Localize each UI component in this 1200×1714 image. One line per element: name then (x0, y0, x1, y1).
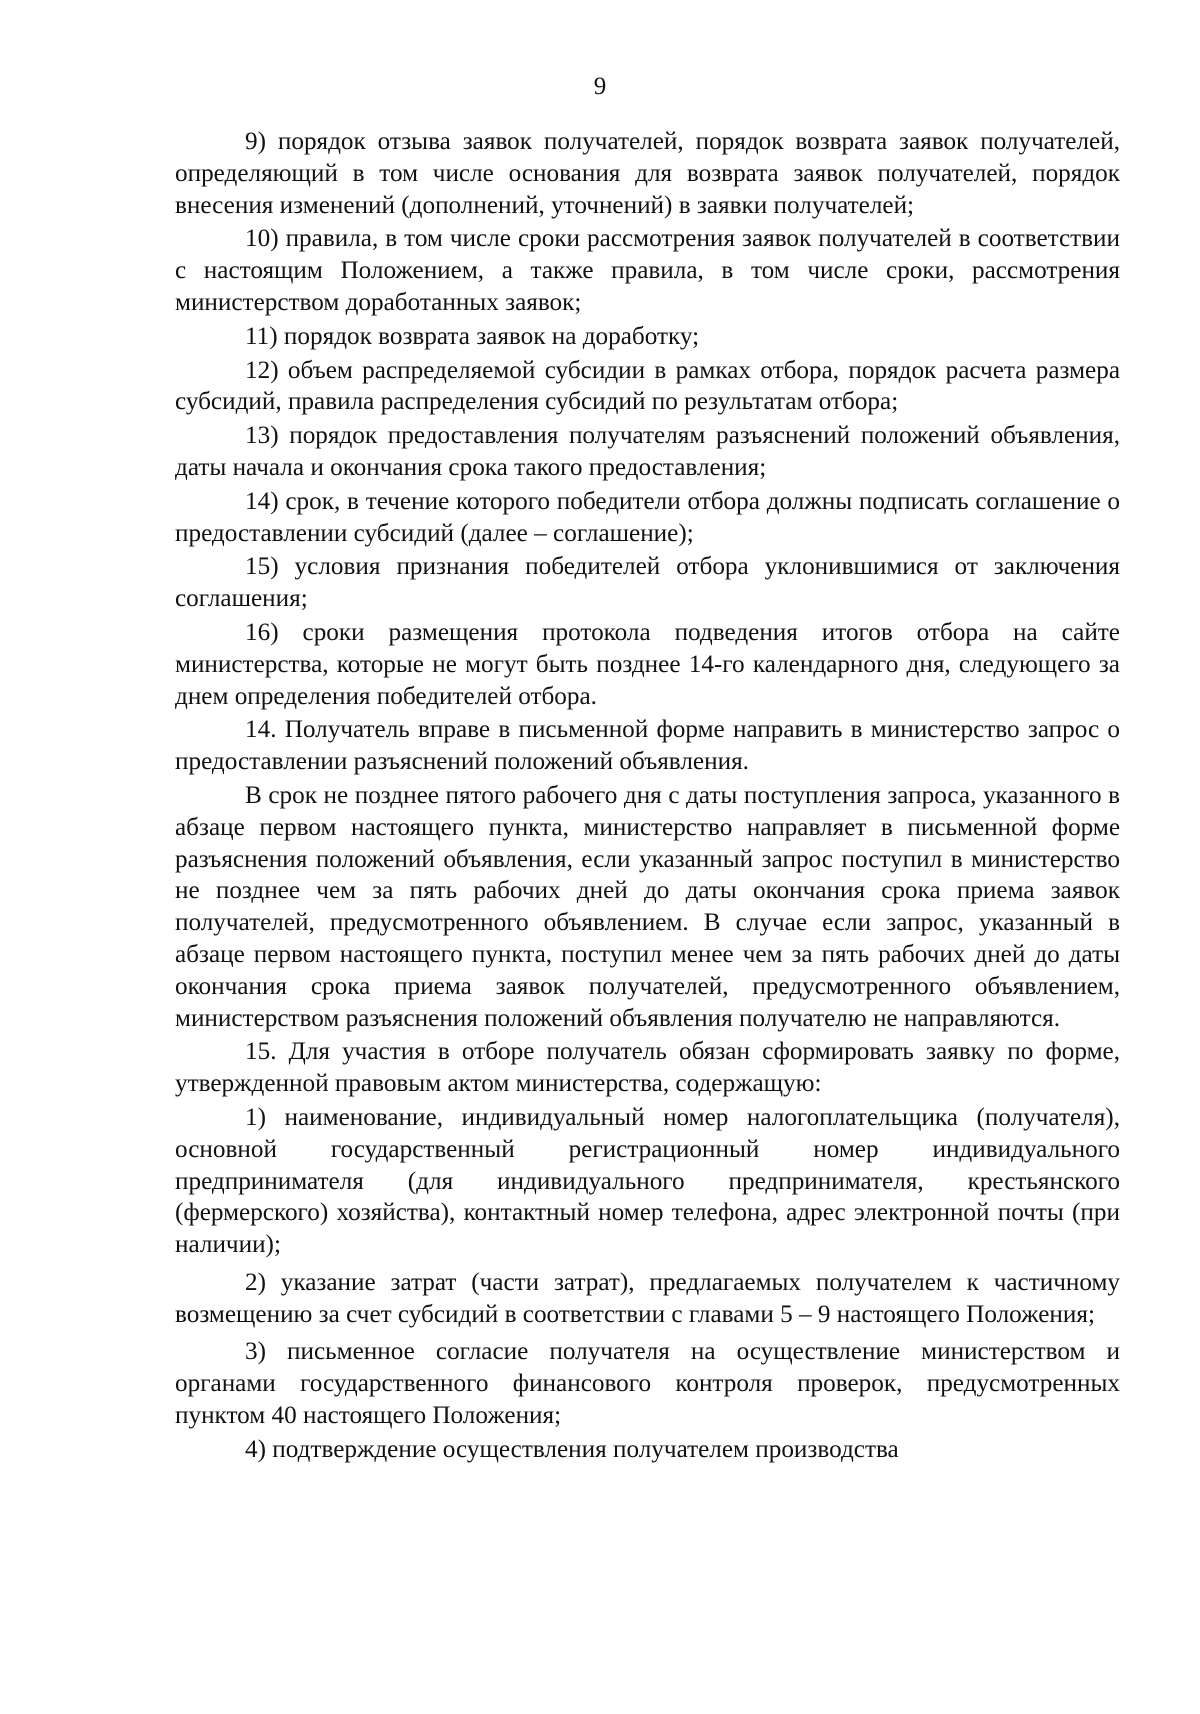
paragraph-item-12: 12) объем распределяемой субсидии в рамках отбора, порядок расчета размера субсидий, правила распределения субсидий по результатам отбора; (175, 356, 1120, 416)
paragraph-application-item-1: 1) наименование, индивидуальный номер налогоплательщика (получателя), основной государственный регистрационный номер индивидуального предпринимателя (для индивидуального предпринимателя, крестьянского (фермерского) хозяйства), контактный номер телефона, адрес электронной почты (при наличии); (175, 1103, 1120, 1259)
paragraph-application-item-4: 4) подтверждение осуществления получателем производства (245, 1435, 899, 1463)
paragraph-clause-14: 14. Получатель вправе в письменной форме направить в министерство запрос о предоставлении разъяснений положений объявления. (175, 716, 1120, 776)
paragraph-item-16: 16) сроки размещения протокола подведения итогов отбора на сайте министерства, которые не могут быть позднее 14-го календарного дня, следующего за днем определения победителей отбора. (175, 618, 1120, 710)
paragraph-application-item-2: 2) указание затрат (части затрат), предлагаемых получателем к частичному возмещению за счет субсидий в соответствии с главами 5 – 9 настоящего Положения; (175, 1268, 1120, 1328)
page-number: 9 (593, 73, 607, 100)
paragraph-clause-14-deadline: В срок не позднее пятого рабочего дня с даты поступления запроса, указанного в абзаце первом настоящего пункта, министерство направляет в письменной форме разъяснения положений объявления, если указанный запрос поступил в министерство не позднее чем за пять рабочих дней до даты окончания срока приема заявок получателей, предусмотренного объявлением. В случае если запрос, указанный в абзаце первом настоящего пункта, поступил менее чем за пять рабочих дней до даты окончания срока приема заявок получателей, предусмотренного объявлением, министерством разъяснения положений объявления получателю не направляются. (175, 781, 1120, 1032)
document-body (175, 126, 1120, 1468)
paragraph-item-15: 15) условия признания победителей отбора уклонившимися от заключения соглашения; (175, 553, 1120, 613)
paragraph-item-10: 10) правила, в том числе сроки рассмотрения заявок получателей в соответствии с настоящим Положением, а также правила, в том числе сроки, рассмотрения министерством доработанных заявок; (175, 225, 1120, 316)
paragraph-item-13: 13) порядок предоставления получателям разъяснений положений объявления, даты начала и окончания срока такого предоставления; (175, 422, 1120, 481)
paragraph-item-9: 9) порядок отзыва заявок получателей, порядок возврата заявок получателей, определяющий в том числе основания для возврата заявок получателей, порядок внесения изменений (дополнений, уточнений) в заявки получателей; (175, 128, 1120, 219)
paragraph-clause-15: 15. Для участия в отборе получатель обязан сформировать заявку по форме, утвержденной правовым актом министерства, содержащую: (175, 1038, 1120, 1098)
paragraph-application-item-3: 3) письменное согласие получателя на осуществление министерством и органами государственного финансового контроля проверок, предусмотренных пунктом 40 настоящего Положения; (175, 1338, 1120, 1430)
paragraph-item-11: 11) порядок возврата заявок на доработку; (245, 322, 700, 350)
paragraph-item-14: 14) срок, в течение которого победители отбора должны подписать соглашение о предоставлении субсидий (далее – соглашение); (175, 487, 1120, 547)
